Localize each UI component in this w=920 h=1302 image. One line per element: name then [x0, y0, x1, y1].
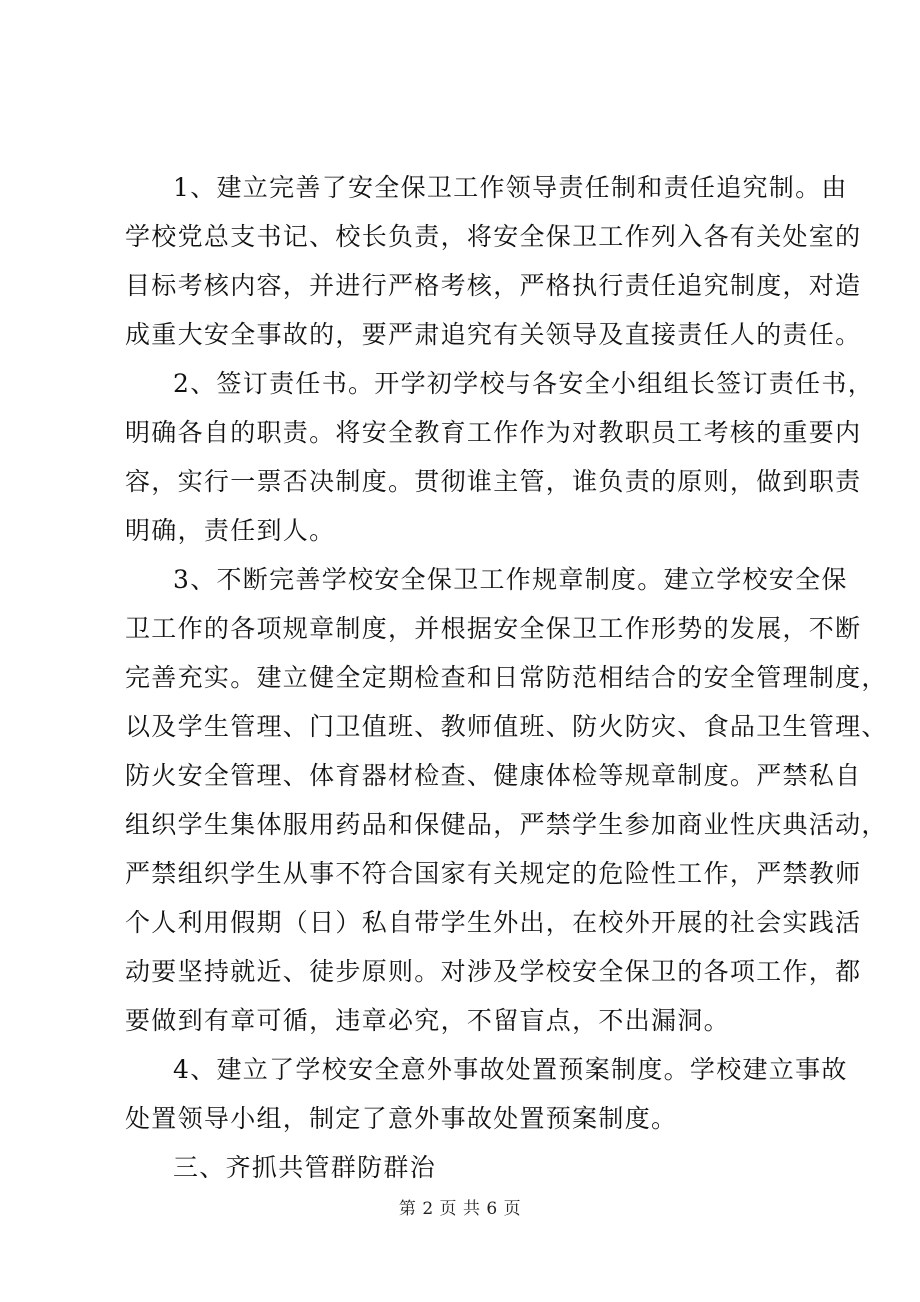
- paragraph-3-line-2: 卫工作的各项规章制度，并根据安全保卫工作形势的发展，不断: [125, 614, 862, 643]
- paragraph-2-line-3: 容，实行一票否决制度。贯彻谁主管，谁负责的原则，做到职责: [125, 467, 862, 496]
- paragraph-1-line-3: 目标考核内容，并进行严格考核，严格执行责任追究制度，对造: [125, 271, 862, 300]
- paragraph-3-line-3: 完善充实。建立健全定期检查和日常防范相结合的安全管理制度，: [125, 663, 888, 692]
- page-footer: 第 2 页 共 6 页: [398, 1199, 522, 1219]
- paragraph-3-line-5: 防火安全管理、体育器材检查、健康体检等规章制度。严禁私自: [125, 761, 862, 790]
- paragraph-1-line-2: 学校党总支书记、校长负责，将安全保卫工作列入各有关处室的: [125, 222, 862, 251]
- paragraph-2-line-1: 2、签订责任书。开学初学校与各安全小组组长签订责任书，: [173, 369, 875, 398]
- paragraph-2-line-4: 明确，责任到人。: [125, 516, 336, 545]
- section-heading: 三、齐抓共管群防群治: [173, 1153, 437, 1182]
- paragraph-4-line-1: 4、建立了学校安全意外事故处置预案制度。学校建立事故: [173, 1055, 848, 1084]
- paragraph-3-line-6: 组织学生集体服用药品和保健品，严禁学生参加商业性庆典活动，: [125, 810, 888, 839]
- paragraph-3-line-8: 个人利用假期（日）私自带学生外出，在校外开展的社会实践活: [125, 908, 862, 937]
- paragraph-2-line-2: 明确各自的职责。将安全教育工作作为对教职员工考核的重要内: [125, 418, 862, 447]
- paragraph-3-line-4: 以及学生管理、门卫值班、教师值班、防火防灾、食品卫生管理、: [125, 712, 888, 741]
- paragraph-4-line-2: 处置领导小组，制定了意外事故处置预案制度。: [125, 1104, 678, 1133]
- paragraph-1-line-4: 成重大安全事故的，要严肃追究有关领导及直接责任人的责任。: [125, 320, 862, 349]
- paragraph-3-line-1: 3、不断完善学校安全保卫工作规章制度。建立学校安全保: [173, 565, 848, 594]
- paragraph-1-line-1: 1、建立完善了安全保卫工作领导责任制和责任追究制。由: [173, 173, 848, 202]
- paragraph-3-line-10: 要做到有章可循，违章必究，不留盲点，不出漏洞。: [125, 1006, 730, 1035]
- paragraph-3-line-9: 动要坚持就近、徒步原则。对涉及学校安全保卫的各项工作，都: [125, 957, 862, 986]
- paragraph-3-line-7: 严禁组织学生从事不符合国家有关规定的危险性工作，严禁教师: [125, 859, 862, 888]
